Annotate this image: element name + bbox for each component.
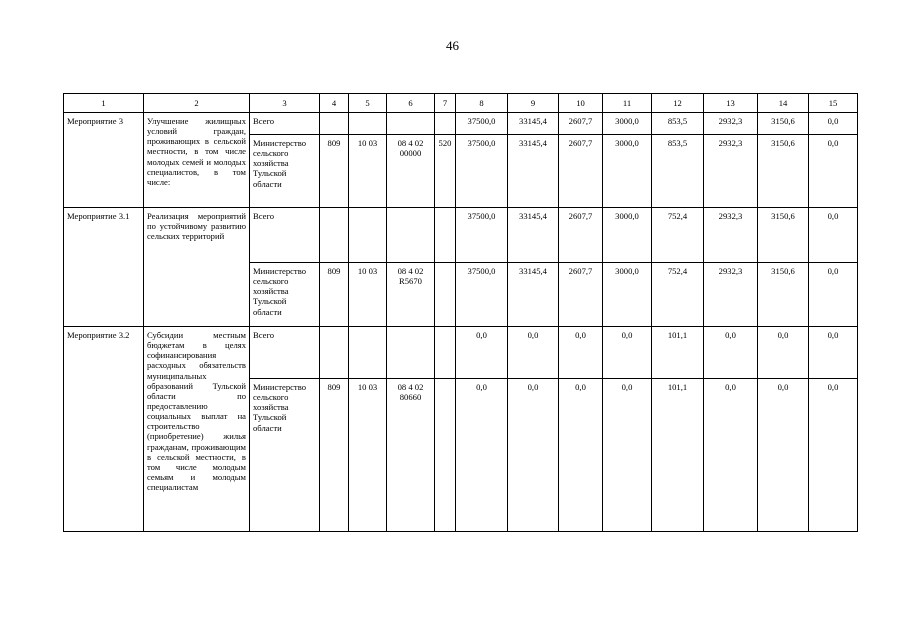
cell-c13: 2932,3	[704, 113, 758, 135]
header-cell: 10	[559, 94, 603, 113]
cell-c9: 33145,4	[508, 208, 559, 263]
cell-c14: 3150,6	[758, 208, 809, 263]
cell-c4	[320, 327, 349, 379]
table-row	[64, 327, 858, 379]
cell-c14: 0,0	[758, 379, 809, 532]
cell-c13: 2932,3	[704, 135, 758, 208]
header-row	[64, 94, 858, 113]
executor-cell: Министерство сельского хозяйства Тульской области	[250, 263, 320, 327]
cell-c6: 08 4 02 80660	[387, 379, 435, 532]
cell-c9: 33145,4	[508, 135, 559, 208]
header-cell: 13	[704, 94, 758, 113]
cell-c10: 2607,7	[559, 113, 603, 135]
cell-c10: 2607,7	[559, 263, 603, 327]
cell-c5	[349, 327, 387, 379]
cell-c11: 3000,0	[603, 135, 652, 208]
cell-c9: 0,0	[508, 327, 559, 379]
header-cell: 6	[387, 94, 435, 113]
measure-name: Субсидии местным бюджетам в целях софинансирования расходных обязательств муниципальных образований Тульской области по предоставлению социальных выплат на строительство (приобретение) жилья гражданам, проживающим в сельской местности, в том числе молодым семьям и молодым специалистам	[144, 327, 250, 532]
header-cell: 15	[809, 94, 858, 113]
cell-c8: 37500,0	[456, 135, 508, 208]
cell-c4: 809	[320, 263, 349, 327]
header-cell: 2	[144, 94, 250, 113]
table-row	[64, 113, 858, 135]
executor-cell: Всего	[250, 208, 320, 263]
cell-c4	[320, 208, 349, 263]
cell-c4: 809	[320, 379, 349, 532]
cell-c15: 0,0	[809, 327, 858, 379]
cell-c4: 809	[320, 135, 349, 208]
cell-c11: 3000,0	[603, 263, 652, 327]
header-cell: 4	[320, 94, 349, 113]
cell-c8: 37500,0	[456, 208, 508, 263]
header-cell: 14	[758, 94, 809, 113]
cell-c5	[349, 113, 387, 135]
cell-c7	[435, 113, 456, 135]
cell-c8: 0,0	[456, 327, 508, 379]
cell-c12: 101,1	[652, 379, 704, 532]
cell-c6	[387, 208, 435, 263]
cell-c10: 0,0	[559, 379, 603, 532]
cell-c12: 853,5	[652, 135, 704, 208]
header-cell: 11	[603, 94, 652, 113]
cell-c11: 3000,0	[603, 113, 652, 135]
header-cell: 7	[435, 94, 456, 113]
cell-c13: 2932,3	[704, 263, 758, 327]
measure-id: Мероприятие 3	[64, 113, 144, 208]
cell-c13: 2932,3	[704, 208, 758, 263]
cell-c11: 3000,0	[603, 208, 652, 263]
cell-c6	[387, 113, 435, 135]
cell-c15: 0,0	[809, 263, 858, 327]
cell-c15: 0,0	[809, 379, 858, 532]
header-cell: 5	[349, 94, 387, 113]
cell-c10: 2607,7	[559, 208, 603, 263]
cell-c13: 0,0	[704, 379, 758, 532]
cell-c8: 37500,0	[456, 113, 508, 135]
cell-c6: 08 4 02 00000	[387, 135, 435, 208]
cell-c7	[435, 379, 456, 532]
cell-c15: 0,0	[809, 113, 858, 135]
measure-name: Реализация мероприятий по устойчивому развитию сельских территорий	[144, 208, 250, 327]
cell-c8: 0,0	[456, 379, 508, 532]
executor-cell: Министерство сельского хозяйства Тульской области	[250, 135, 320, 208]
page-number: 46	[446, 38, 459, 53]
cell-c7: 520	[435, 135, 456, 208]
cell-c14: 0,0	[758, 327, 809, 379]
header-cell: 9	[508, 94, 559, 113]
cell-c12: 101,1	[652, 327, 704, 379]
measure-id: Мероприятие 3.1	[64, 208, 144, 327]
cell-c5: 10 03	[349, 135, 387, 208]
cell-c5: 10 03	[349, 379, 387, 532]
cell-c15: 0,0	[809, 135, 858, 208]
cell-c9: 33145,4	[508, 263, 559, 327]
cell-c10: 2607,7	[559, 135, 603, 208]
cell-c5	[349, 208, 387, 263]
cell-c10: 0,0	[559, 327, 603, 379]
cell-c5: 10 03	[349, 263, 387, 327]
executor-cell: Всего	[250, 113, 320, 135]
cell-c4	[320, 113, 349, 135]
header-cell: 8	[456, 94, 508, 113]
cell-c12: 752,4	[652, 263, 704, 327]
cell-c9: 0,0	[508, 379, 559, 532]
header-cell: 1	[64, 94, 144, 113]
header-cell: 3	[250, 94, 320, 113]
cell-c15: 0,0	[809, 208, 858, 263]
cell-c8: 37500,0	[456, 263, 508, 327]
cell-c9: 33145,4	[508, 113, 559, 135]
measure-name: Улучшение жилищных условий граждан, проживающих в сельской местности, в том числе молодых семей и молодых специалистов, в том числе:	[144, 113, 250, 208]
cell-c14: 3150,6	[758, 135, 809, 208]
budget-table	[63, 93, 858, 532]
cell-c13: 0,0	[704, 327, 758, 379]
cell-c12: 752,4	[652, 208, 704, 263]
executor-cell: Всего	[250, 327, 320, 379]
cell-c14: 3150,6	[758, 263, 809, 327]
cell-c7	[435, 263, 456, 327]
measure-id: Мероприятие 3.2	[64, 327, 144, 532]
cell-c7	[435, 327, 456, 379]
cell-c7	[435, 208, 456, 263]
header-cell: 12	[652, 94, 704, 113]
cell-c14: 3150,6	[758, 113, 809, 135]
cell-c6	[387, 327, 435, 379]
table-row	[64, 208, 858, 263]
executor-cell: Министерство сельского хозяйства Тульской области	[250, 379, 320, 532]
cell-c6: 08 4 02 R5670	[387, 263, 435, 327]
cell-c11: 0,0	[603, 379, 652, 532]
cell-c12: 853,5	[652, 113, 704, 135]
cell-c11: 0,0	[603, 327, 652, 379]
